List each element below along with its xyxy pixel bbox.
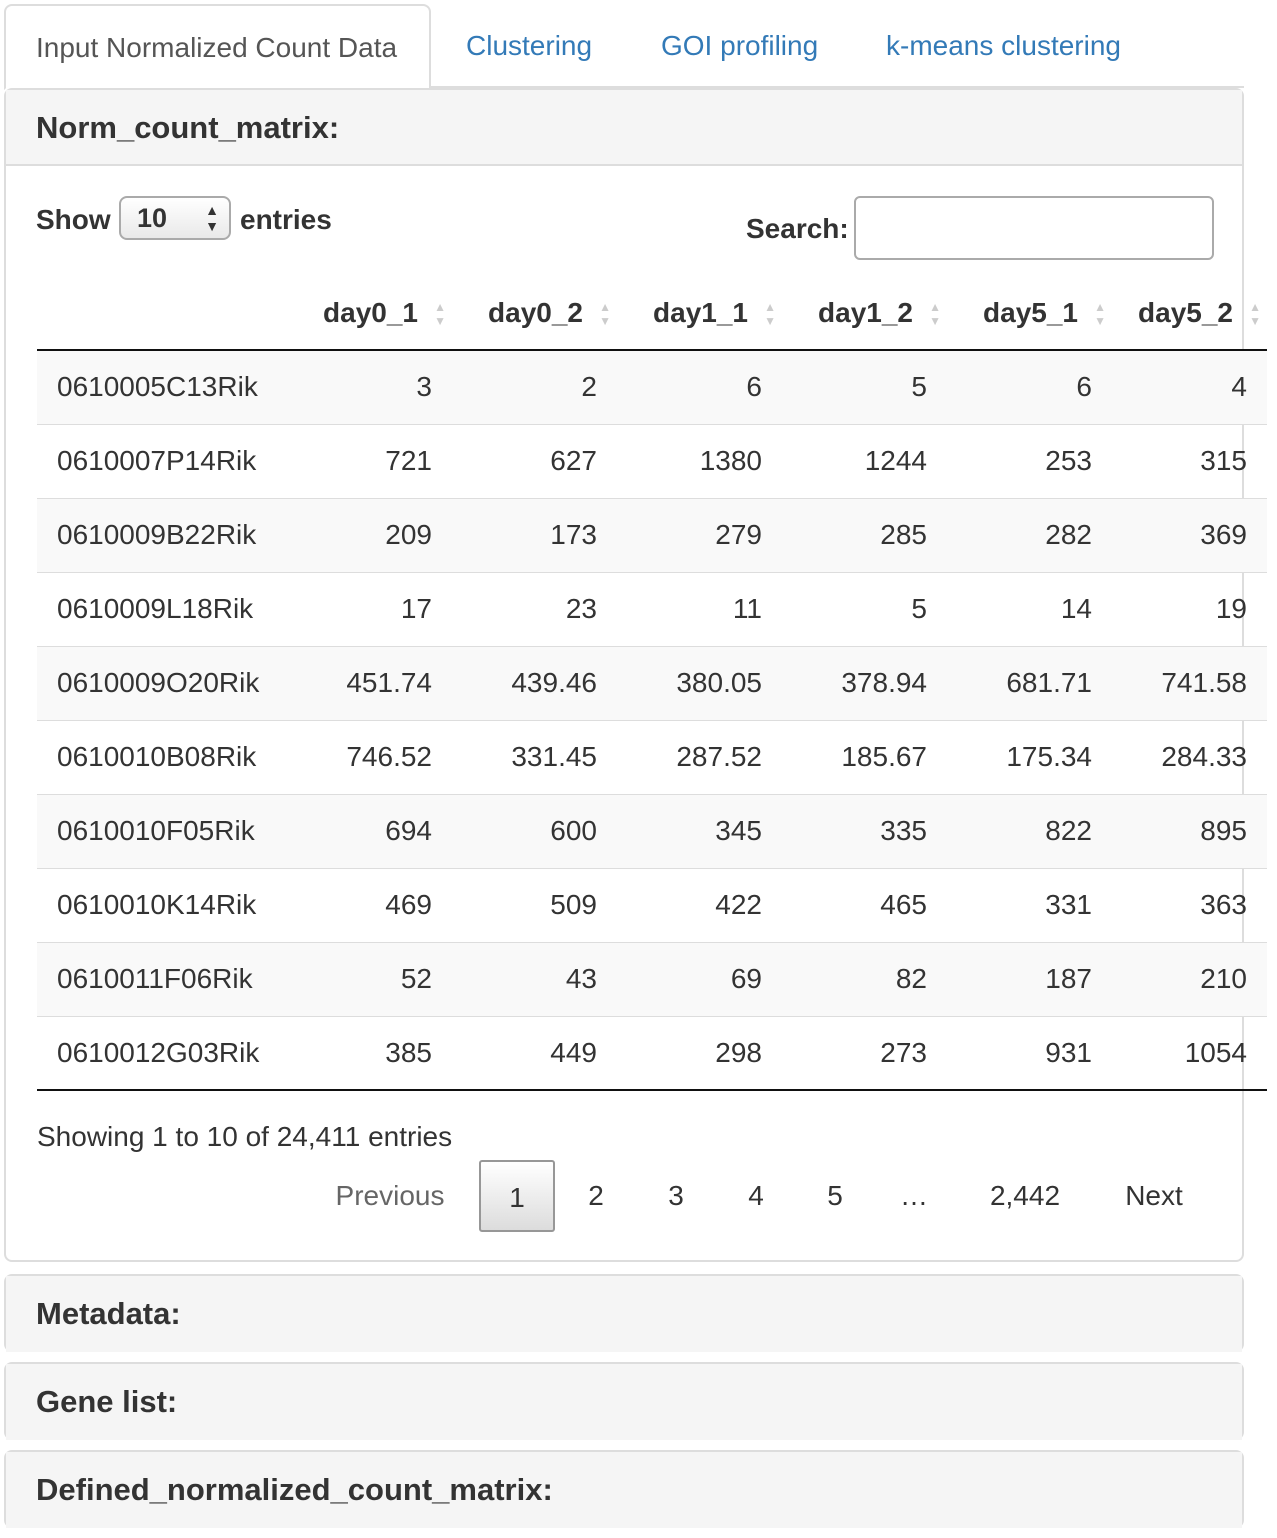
next-page-button[interactable]: Next: [1125, 1180, 1183, 1211]
value-cell: 52: [287, 942, 452, 1016]
value-cell: 11: [617, 572, 782, 646]
value-cell: 173: [452, 498, 617, 572]
value-cell: 14: [947, 572, 1112, 646]
value-cell: 681.71: [947, 646, 1112, 720]
page-button-2[interactable]: 2: [588, 1180, 604, 1211]
column-header-day1-2[interactable]: [782, 276, 947, 350]
column-header-day5-2[interactable]: [1112, 276, 1267, 350]
table-row: [37, 424, 1267, 498]
gene-cell: 0610010F05Rik: [37, 794, 287, 868]
value-cell: 5: [782, 572, 947, 646]
value-cell: 1380: [617, 424, 782, 498]
value-cell: 253: [947, 424, 1112, 498]
value-cell: 282: [947, 498, 1112, 572]
column-header-label: day1_1: [653, 296, 748, 328]
column-header-day5-1[interactable]: [947, 276, 1112, 350]
column-header-gene: [37, 276, 287, 350]
defined-normalized-count-matrix-panel: [4, 1450, 1244, 1528]
gene-cell: 0610009B22Rik: [37, 498, 287, 572]
sort-icon: ▲ ▼: [764, 300, 776, 328]
entries-length-select[interactable]: [119, 196, 231, 240]
value-cell: 378.94: [782, 646, 947, 720]
value-cell: 5: [782, 350, 947, 424]
value-cell: 209: [287, 498, 452, 572]
sort-icon: ▲ ▼: [1094, 300, 1106, 328]
table-row: [37, 572, 1267, 646]
sort-icon: ▲ ▼: [434, 300, 446, 328]
tab-input-normalized-count-data[interactable]: Input Normalized Count Data: [4, 4, 431, 90]
value-cell: 746.52: [287, 720, 452, 794]
value-cell: 175.34: [947, 720, 1112, 794]
gene-cell: 0610010K14Rik: [37, 868, 287, 942]
value-cell: 23: [452, 572, 617, 646]
value-cell: 380.05: [617, 646, 782, 720]
gene-list-panel: [4, 1362, 1244, 1440]
value-cell: 465: [782, 868, 947, 942]
value-cell: 931: [947, 1016, 1112, 1090]
value-cell: 17: [287, 572, 452, 646]
value-cell: 822: [947, 794, 1112, 868]
count-table-wrapper: [37, 276, 1277, 1091]
value-cell: 82: [782, 942, 947, 1016]
gene-cell: 0610010B08Rik: [37, 720, 287, 794]
value-cell: 3: [287, 350, 452, 424]
value-cell: 469: [287, 868, 452, 942]
value-cell: 273: [782, 1016, 947, 1090]
tab-clustering[interactable]: Clustering: [466, 30, 593, 61]
value-cell: 284.33: [1112, 720, 1267, 794]
show-label: Show: [36, 204, 111, 235]
value-cell: 315: [1112, 424, 1267, 498]
table-row: [37, 498, 1267, 572]
select-arrows-icon: ▲ ▼: [205, 202, 219, 234]
gene-cell: 0610005C13Rik: [37, 350, 287, 424]
gene-cell: 0610009O20Rik: [37, 646, 287, 720]
value-cell: 287.52: [617, 720, 782, 794]
value-cell: 449: [452, 1016, 617, 1090]
table-row: [37, 868, 1267, 942]
pagination: [6, 1160, 1246, 1232]
column-header-label: day0_1: [323, 296, 418, 328]
value-cell: 439.46: [452, 646, 617, 720]
table-row: [37, 646, 1267, 720]
value-cell: 210: [1112, 942, 1267, 1016]
page-button-3[interactable]: 3: [668, 1180, 684, 1211]
gene-cell: 0610007P14Rik: [37, 424, 287, 498]
page-button-1[interactable]: 1: [479, 1160, 555, 1232]
search-label: Search:: [746, 213, 849, 244]
column-header-label: day5_1: [983, 296, 1078, 328]
value-cell: 627: [452, 424, 617, 498]
page-button-last[interactable]: 2,442: [989, 1180, 1061, 1211]
value-cell: 451.74: [287, 646, 452, 720]
value-cell: 19: [1112, 572, 1267, 646]
value-cell: 345: [617, 794, 782, 868]
sort-icon: ▲ ▼: [929, 300, 941, 328]
table-row: [37, 720, 1267, 794]
column-header-label: day1_2: [818, 296, 913, 328]
page-button-4[interactable]: 4: [748, 1180, 764, 1211]
value-cell: 385: [287, 1016, 452, 1090]
sort-icon: ▲ ▼: [1249, 300, 1261, 328]
value-cell: 895: [1112, 794, 1267, 868]
value-cell: 509: [452, 868, 617, 942]
defined-normalized-count-matrix-heading[interactable]: Defined_normalized_count_matrix:: [6, 1452, 1242, 1528]
value-cell: 285: [782, 498, 947, 572]
table-row: [37, 1016, 1267, 1090]
column-header-label: day0_2: [488, 296, 583, 328]
page-button-5[interactable]: 5: [827, 1180, 843, 1211]
norm-count-matrix-heading[interactable]: Norm_count_matrix:: [6, 90, 1242, 166]
metadata-panel: [4, 1274, 1244, 1352]
value-cell: 69: [617, 942, 782, 1016]
value-cell: 298: [617, 1016, 782, 1090]
value-cell: 6: [947, 350, 1112, 424]
sort-icon: ▲ ▼: [599, 300, 611, 328]
gene-cell: 0610011F06Rik: [37, 942, 287, 1016]
value-cell: 600: [452, 794, 617, 868]
count-table: [37, 276, 1267, 1091]
value-cell: 369: [1112, 498, 1267, 572]
tab-bar: [4, 4, 1244, 88]
value-cell: 422: [617, 868, 782, 942]
column-header-day1-1[interactable]: [617, 276, 782, 350]
value-cell: 331.45: [452, 720, 617, 794]
value-cell: 331: [947, 868, 1112, 942]
column-header-day0-2[interactable]: [452, 276, 617, 350]
table-row: [37, 794, 1267, 868]
table-row: [37, 942, 1267, 1016]
column-header-label: day5_2: [1138, 296, 1233, 328]
gene-list-heading[interactable]: Gene list:: [6, 1364, 1242, 1440]
value-cell: 2: [452, 350, 617, 424]
table-body: [37, 350, 1267, 1090]
page-ellipsis: …: [900, 1180, 928, 1211]
value-cell: 6: [617, 350, 782, 424]
value-cell: 4: [1112, 350, 1267, 424]
previous-page-button[interactable]: Previous: [335, 1180, 445, 1211]
entries-length-value: 10: [137, 203, 168, 233]
gene-cell: 0610012G03Rik: [37, 1016, 287, 1090]
tab-k-means-clustering[interactable]: k-means clustering: [886, 30, 1121, 61]
table-info: Showing 1 to 10 of 24,411 entries: [37, 1121, 453, 1152]
table-row: [37, 350, 1267, 424]
value-cell: 43: [452, 942, 617, 1016]
value-cell: 1244: [782, 424, 947, 498]
tab-goi-profiling[interactable]: GOI profiling: [661, 30, 819, 61]
value-cell: 741.58: [1112, 646, 1267, 720]
value-cell: 694: [287, 794, 452, 868]
value-cell: 279: [617, 498, 782, 572]
table-header-row: [37, 276, 1267, 350]
value-cell: 187: [947, 942, 1112, 1016]
value-cell: 363: [1112, 868, 1267, 942]
metadata-heading[interactable]: Metadata:: [6, 1276, 1242, 1352]
search-input[interactable]: [854, 196, 1214, 260]
gene-cell: 0610009L18Rik: [37, 572, 287, 646]
value-cell: 1054: [1112, 1016, 1267, 1090]
entries-label: entries: [240, 204, 332, 235]
column-header-day0-1[interactable]: [287, 276, 452, 350]
value-cell: 721: [287, 424, 452, 498]
value-cell: 185.67: [782, 720, 947, 794]
value-cell: 335: [782, 794, 947, 868]
norm-count-matrix-panel: [4, 88, 1261, 1262]
